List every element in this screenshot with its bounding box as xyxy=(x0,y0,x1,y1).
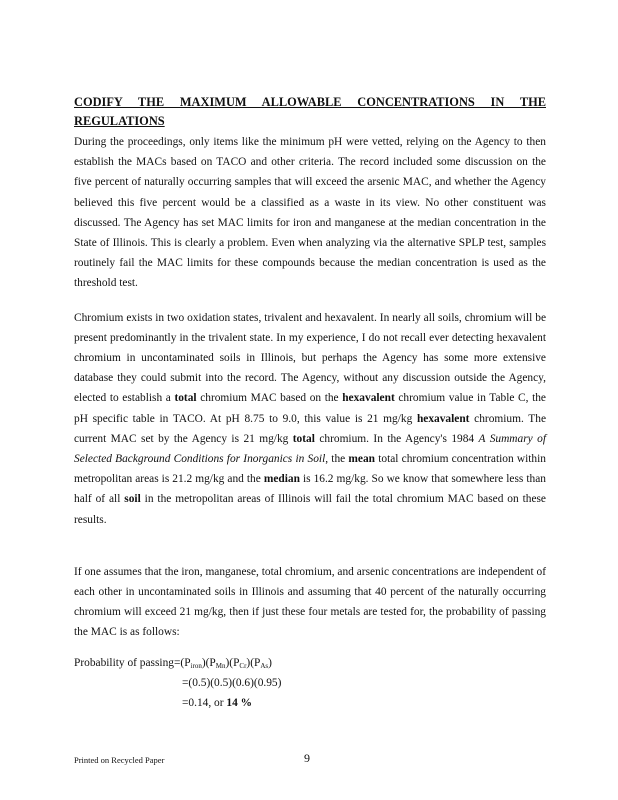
formula-result-percent: 14 % xyxy=(226,696,253,709)
chromium-bold-text: total xyxy=(174,392,197,405)
chromium-text: , the xyxy=(325,453,349,466)
recycled-paper-note: Printed on Recycled Paper xyxy=(74,755,165,765)
chromium-text: chromium value in Table C, the pH specific table in TACO. At pH 8.75 to 9.0, this value is 21 mg/kg xyxy=(74,392,546,425)
formula-text: ) xyxy=(268,656,272,669)
formula-subscript: Mn xyxy=(215,661,226,670)
chromium-bold-text: mean xyxy=(348,453,375,466)
chromium-text: chromium. In the Agency's 1984 xyxy=(314,432,479,445)
formula-result: =0.14, or xyxy=(182,696,227,709)
formula-line-1 xyxy=(74,653,546,673)
probability-formula xyxy=(74,653,546,713)
chromium-bold-text: hexavalent xyxy=(342,392,395,405)
formula-subscript: iron xyxy=(190,661,202,670)
section-heading: CODIFY THE MAXIMUM ALLOWABLE CONCENTRATIONS IN THE xyxy=(74,95,546,109)
formula-subscript: As xyxy=(260,661,269,670)
paragraph-probability: If one assumes that the iron, manganese, total chromium, and arsenic concentrations are independent of each other in uncontaminated soils in Illinois and assuming that 40 percent of the naturally occurring chromium will exceed 21 mg/kg, then if just these four metals are tested for, the probability of passing the MAC is as follows: xyxy=(74,565,546,639)
formula-text: )(P xyxy=(201,656,216,669)
page-number: 9 xyxy=(304,751,310,765)
chromium-bold-text: hexavalent xyxy=(416,412,470,425)
chromium-bold-text: median xyxy=(263,473,300,486)
chromium-text: chromium. The current MAC set by the Agency is 21 mg/kg xyxy=(74,412,546,445)
chromium-bold-text: soil xyxy=(124,493,141,506)
formula-line-2: =(0.5)(0.5)(0.6)(0.95) xyxy=(182,676,282,689)
chromium-text: in the metropolitan areas of Illinois will fail the total chromium MAC based on these results. xyxy=(74,493,546,526)
chromium-text: chromium MAC based on the xyxy=(196,392,343,405)
paragraph-mac-proceedings: During the proceedings, only items like the minimum pH were vetted, relying on the Agency to then establish the MACs based on TACO and other criteria. The record included some discussion on the five percent of naturally occurring samples that will exceed the arsenic MAC, and whether the Agency believed this five percent would be a classified as a waste in its view. No other constituent was discussed. The Agency has set MAC limits for iron and manganese at the median concentration in the State of Illinois. This is clearly a problem. Even when analyzing via the alternative SPLP test, samples routinely fail the MAC limits for these compounds because the median concentration is used as the threshold test. xyxy=(74,136,546,290)
chromium-text: is 16.2 mg/kg. So we know that somewhere less than half of all xyxy=(74,473,546,506)
chromium-text: Chromium exists in two oxidation states, trivalent and hexavalent. In nearly all soils, chromium will be present predominantly in the trivalent state. In my experience, I do not recall ever detecting hexavalent chromium in uncontaminated soils in Illinois, but perhaps the Agency has some more extensive database they could submit into the record. The Agency, without any discussion outside the Agency, elected to establish a xyxy=(74,311,546,405)
formula-text: )(P xyxy=(225,656,240,669)
section-heading-continued: REGULATIONS xyxy=(74,114,165,128)
formula-label: Probability of passing xyxy=(74,656,174,669)
paragraph-chromium xyxy=(74,308,546,530)
document-body xyxy=(74,92,546,713)
report-title: A Summary of Selected Background Conditions for Inorganics in Soil xyxy=(74,432,546,466)
formula-text: =(P xyxy=(173,656,191,669)
formula-line-3 xyxy=(74,693,546,713)
formula-subscript: Cr xyxy=(239,661,247,670)
chromium-text: total chromium concentration within metropolitan areas is 21.2 mg/kg and the xyxy=(74,453,546,486)
chromium-bold-text: total xyxy=(292,432,315,445)
formula-text: )(P xyxy=(246,656,261,669)
